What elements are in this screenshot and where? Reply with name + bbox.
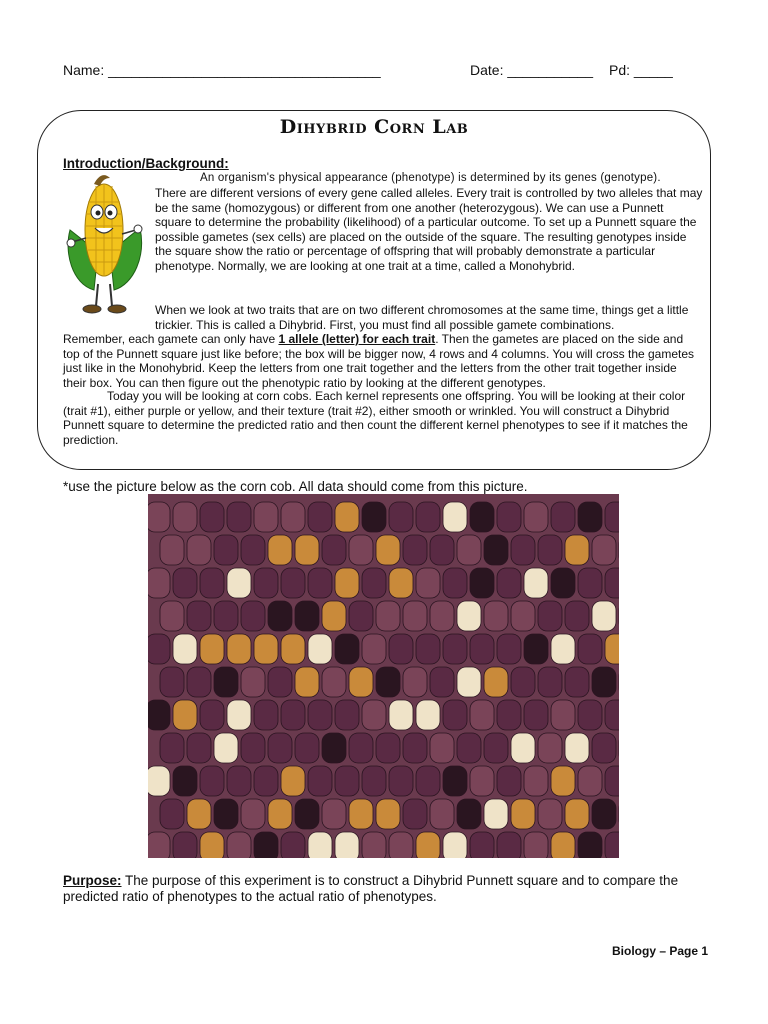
corn-cob-photo	[148, 494, 619, 858]
date-field[interactable]: Date: ___________	[470, 62, 593, 78]
corn-kernel	[214, 535, 238, 565]
purpose-text: The purpose of this experiment is to construct a Dihybrid Punnett square and to compare the predicted ratio of phenotypes to the actual ratio of phenotypes.	[63, 873, 679, 904]
corn-kernel	[227, 502, 251, 532]
corn-kernel	[511, 799, 535, 829]
purpose-label: Purpose:	[63, 873, 122, 888]
corn-kernel	[362, 502, 386, 532]
corn-kernel	[538, 733, 562, 763]
corn-kernel	[254, 766, 278, 796]
intro-paragraph-1: There are different versions of every gene called alleles. Every trait is controlled by two alleles that may be the same (homozygous) or different from one another (heterozygous). We can use a Punnett square to determine the probability (likelihood) of a particular outcome. To set up a Punnett square the possible gametes (sex cells) are placed on the outside of the square. The resulting genotypes inside the square show the ratio or percentage of offspring that will probably demonstrate a particular phenotype. Normally, we are looking at one trait at a time, called a Monohybrid.	[155, 186, 703, 273]
corn-kernel	[295, 601, 319, 631]
corn-kernel	[268, 667, 292, 697]
corn-kernel	[187, 601, 211, 631]
corn-kernel	[470, 832, 494, 858]
corn-kernel	[227, 568, 251, 598]
corn-kernel	[605, 766, 619, 796]
corn-kernel	[430, 667, 454, 697]
corn-kernel	[214, 601, 238, 631]
corn-kernel	[592, 535, 616, 565]
corn-kernel	[416, 634, 440, 664]
corn-kernel	[484, 667, 508, 697]
corn-kernel	[268, 535, 292, 565]
corn-kernel	[592, 733, 616, 763]
page-footer: Biology – Page 1	[612, 944, 709, 958]
corn-kernel	[349, 667, 373, 697]
corn-kernel	[281, 634, 305, 664]
corn-kernel	[538, 667, 562, 697]
corn-kernel	[403, 667, 427, 697]
corn-kernel	[295, 667, 319, 697]
corn-kernel	[214, 667, 238, 697]
corn-kernel	[214, 733, 238, 763]
name-field[interactable]: Name: ___________________________________	[63, 62, 381, 78]
corn-kernel	[362, 634, 386, 664]
corn-kernel	[551, 832, 575, 858]
corn-kernel	[227, 832, 251, 858]
corn-kernel	[605, 700, 619, 730]
corn-kernel	[592, 601, 616, 631]
corn-kernel	[173, 634, 197, 664]
intro-paragraph-2	[63, 332, 703, 390]
corn-kernel	[376, 799, 400, 829]
corn-kernel	[497, 766, 521, 796]
corn-kernel	[538, 799, 562, 829]
corn-kernel	[254, 568, 278, 598]
corn-kernel	[349, 535, 373, 565]
corn-kernel	[376, 601, 400, 631]
corn-kernel	[457, 601, 481, 631]
corn-kernel	[551, 766, 575, 796]
corn-kernel	[551, 700, 575, 730]
intro-paragraph-3: Today you will be looking at corn cobs. Each kernel represents one offspring. You will be looking at their color (trait #1), either purple or yellow, and their texture (trait #2), either smooth or wrinkled. You will construct a Dihybrid Punnett square to determine the predicted ratio and then count the different kernel phenotypes to see if it matches the prediction.	[63, 389, 688, 447]
p2-text-before: Remember, each gamete can only have	[63, 332, 279, 346]
corn-kernel	[281, 568, 305, 598]
corn-kernel	[403, 535, 427, 565]
corn-kernel	[443, 502, 467, 532]
corn-kernel	[200, 634, 224, 664]
corn-kernel	[187, 733, 211, 763]
corn-kernel	[362, 766, 386, 796]
corn-kernel	[578, 502, 602, 532]
corn-mascot-icon	[64, 172, 146, 318]
corn-kernel	[511, 733, 535, 763]
corn-kernel	[187, 799, 211, 829]
corn-kernel	[200, 568, 224, 598]
corn-kernel	[295, 733, 319, 763]
corn-kernel	[200, 766, 224, 796]
corn-kernel	[416, 832, 440, 858]
corn-kernel	[578, 634, 602, 664]
corn-kernel	[254, 700, 278, 730]
corn-kernel	[430, 733, 454, 763]
corn-kernel	[592, 799, 616, 829]
corn-kernel	[389, 634, 413, 664]
corn-kernel	[605, 568, 619, 598]
corn-kernel	[578, 700, 602, 730]
corn-kernel	[524, 832, 548, 858]
corn-kernel	[241, 535, 265, 565]
corn-kernel	[308, 766, 332, 796]
corn-kernel	[281, 700, 305, 730]
corn-kernel	[443, 568, 467, 598]
corn-kernel	[578, 568, 602, 598]
corn-kernel	[308, 832, 332, 858]
corn-kernel	[295, 535, 319, 565]
corn-kernel	[416, 700, 440, 730]
corn-kernel	[187, 667, 211, 697]
corn-kernel	[484, 601, 508, 631]
corn-kernel	[376, 733, 400, 763]
corn-kernel	[200, 700, 224, 730]
corn-kernel	[173, 502, 197, 532]
corn-kernel	[443, 700, 467, 730]
corn-kernel	[268, 601, 292, 631]
corn-kernel	[578, 766, 602, 796]
corn-kernel	[565, 667, 589, 697]
corn-kernel	[335, 832, 359, 858]
corn-kernel	[281, 502, 305, 532]
corn-kernel	[322, 601, 346, 631]
corn-kernel	[565, 733, 589, 763]
corn-kernel	[335, 700, 359, 730]
corn-kernel	[160, 799, 184, 829]
corn-kernel	[335, 766, 359, 796]
corn-kernel	[376, 535, 400, 565]
corn-kernel	[173, 568, 197, 598]
corn-kernel	[538, 535, 562, 565]
corn-kernel	[484, 733, 508, 763]
corn-kernel	[497, 568, 521, 598]
intro-heading: Introduction/Background:	[63, 156, 229, 171]
corn-kernel	[538, 601, 562, 631]
corn-kernel	[457, 535, 481, 565]
corn-kernel	[349, 733, 373, 763]
corn-kernel	[565, 601, 589, 631]
corn-kernel	[173, 832, 197, 858]
corn-kernel	[295, 799, 319, 829]
corn-kernel	[148, 700, 170, 730]
corn-kernel	[148, 568, 170, 598]
corn-kernel	[335, 634, 359, 664]
corn-kernel	[497, 700, 521, 730]
corn-kernel	[511, 667, 535, 697]
page-title: Dihybrid Corn Lab	[279, 116, 469, 138]
picture-note: *use the picture below as the corn cob. All data should come from this picture.	[63, 479, 528, 494]
corn-kernel	[524, 766, 548, 796]
corn-kernel	[457, 667, 481, 697]
corn-kernel	[322, 667, 346, 697]
corn-kernel	[308, 502, 332, 532]
corn-kernel	[227, 766, 251, 796]
corn-kernel	[470, 634, 494, 664]
p2-text-after: . Then the gametes are placed on the side and top of the Punnett square just like before; the box will be bigger now, 4 rows and 4 columns. You will cross the gametes just like in the Monohybrid. Keep the letters from one trait together and the letters from the other trait together inside their box. You can then figure out the phenotypic ratio by looking at the different genotypes.	[63, 332, 695, 390]
corn-kernel	[403, 733, 427, 763]
corn-kernel	[173, 766, 197, 796]
corn-kernel	[241, 799, 265, 829]
corn-kernel	[524, 634, 548, 664]
corn-kernel	[443, 634, 467, 664]
intro-paragraph-2-lead: When we look at two traits that are on two different chromosomes at the same time, things get a little trickier. This is called a Dihybrid. First, you must find all possible gamete combinations.	[155, 303, 689, 332]
corn-kernel	[362, 700, 386, 730]
corn-kernel	[457, 733, 481, 763]
corn-kernel	[565, 799, 589, 829]
corn-kernel	[605, 832, 619, 858]
corn-kernel	[349, 601, 373, 631]
corn-kernel	[565, 535, 589, 565]
corn-kernel	[430, 799, 454, 829]
corn-kernel	[416, 502, 440, 532]
corn-kernel	[470, 700, 494, 730]
corn-kernel	[281, 832, 305, 858]
corn-kernel	[605, 502, 619, 532]
corn-kernel	[389, 568, 413, 598]
corn-kernel	[227, 634, 251, 664]
corn-kernel	[322, 535, 346, 565]
corn-kernel	[470, 766, 494, 796]
corn-kernel	[335, 502, 359, 532]
corn-kernel	[362, 832, 386, 858]
corn-kernel	[443, 766, 467, 796]
corn-kernel	[551, 502, 575, 532]
corn-kernel	[403, 799, 427, 829]
corn-kernel	[214, 799, 238, 829]
corn-kernel	[430, 601, 454, 631]
corn-kernel	[484, 535, 508, 565]
corn-kernel	[200, 832, 224, 858]
corn-kernel	[470, 568, 494, 598]
corn-kernel	[322, 733, 346, 763]
corn-kernel	[254, 832, 278, 858]
corn-kernel	[241, 733, 265, 763]
corn-kernel	[173, 700, 197, 730]
corn-kernel	[268, 799, 292, 829]
corn-kernel	[160, 667, 184, 697]
corn-kernel	[524, 700, 548, 730]
corn-kernel	[389, 502, 413, 532]
corn-kernel	[349, 799, 373, 829]
corn-kernel	[335, 568, 359, 598]
corn-kernel	[362, 568, 386, 598]
corn-kernel	[551, 634, 575, 664]
corn-kernel	[497, 634, 521, 664]
corn-kernel	[160, 733, 184, 763]
corn-kernel	[241, 601, 265, 631]
corn-kernel	[524, 502, 548, 532]
corn-kernel	[430, 535, 454, 565]
corn-kernel	[227, 700, 251, 730]
corn-kernel	[511, 535, 535, 565]
corn-kernel	[389, 832, 413, 858]
corn-kernel	[254, 634, 278, 664]
corn-kernel	[376, 667, 400, 697]
corn-kernel	[389, 766, 413, 796]
corn-kernel	[160, 535, 184, 565]
corn-kernel	[322, 799, 346, 829]
corn-kernel	[200, 502, 224, 532]
allele-emphasis: 1 allele (letter) for each trait	[278, 332, 436, 346]
purpose-section	[63, 873, 713, 905]
corn-kernel	[160, 601, 184, 631]
corn-kernel	[403, 601, 427, 631]
corn-kernel	[148, 832, 170, 858]
corn-kernel	[484, 799, 508, 829]
intro-paragraph-1-lead: An organism's physical appearance (phenotype) is determined by its genes (genotype).	[200, 172, 661, 184]
corn-kernel	[443, 832, 467, 858]
corn-kernel	[511, 601, 535, 631]
corn-kernel	[457, 799, 481, 829]
corn-kernel	[308, 634, 332, 664]
corn-kernel	[470, 502, 494, 532]
corn-kernel	[605, 634, 619, 664]
period-field[interactable]: Pd: _____	[609, 62, 673, 78]
corn-kernel	[416, 568, 440, 598]
corn-kernel	[416, 766, 440, 796]
corn-kernel	[308, 700, 332, 730]
corn-kernel	[268, 733, 292, 763]
corn-kernel	[389, 700, 413, 730]
corn-kernel	[148, 502, 170, 532]
corn-kernel	[187, 535, 211, 565]
corn-kernel	[241, 667, 265, 697]
corn-kernel	[497, 832, 521, 858]
corn-kernel	[254, 502, 278, 532]
corn-kernel	[551, 568, 575, 598]
corn-kernel	[578, 832, 602, 858]
corn-kernel	[592, 667, 616, 697]
corn-kernel	[148, 634, 170, 664]
corn-kernel	[497, 502, 521, 532]
corn-kernel	[281, 766, 305, 796]
corn-kernel	[308, 568, 332, 598]
corn-kernel	[148, 766, 170, 796]
corn-kernel	[524, 568, 548, 598]
